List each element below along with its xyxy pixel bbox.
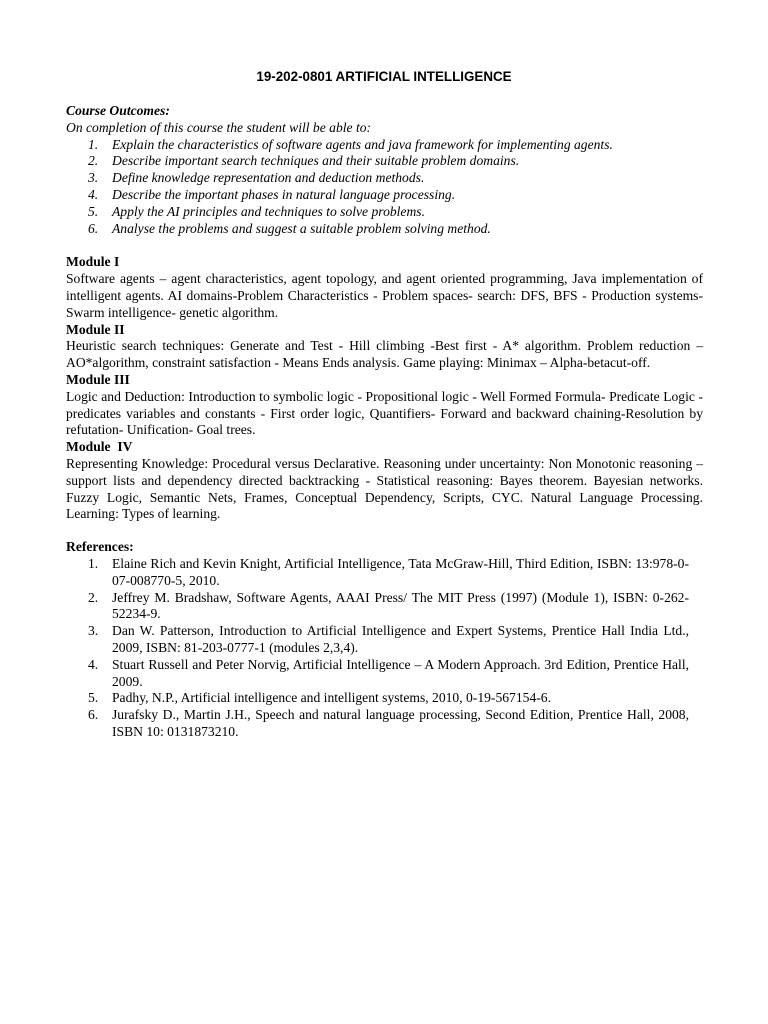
outcomes-heading: Course Outcomes: — [66, 103, 170, 118]
item-text: Analyse the problems and suggest a suitable problem solving method. — [112, 220, 491, 236]
item-text: Describe the important phases in natural language processing. — [112, 186, 456, 202]
item-text: Dan W. Patterson, Introduction to Artificial Intelligence and Expert Systems, Prentice Hall India Ltd., 2009, ISBN: 81-203-0777-1 (modules 2,3,4). — [112, 623, 689, 655]
item-text: Stuart Russell and Peter Norvig, Artificial Intelligence – A Modern Approach. 3rd Edition, Prentice Hall, 2009. — [112, 656, 689, 689]
list-item — [66, 707, 703, 741]
item-number: 1. — [88, 136, 99, 152]
item-text: Jurafsky D., Martin J.H., Speech and natural language processing, Second Edition, Prentice Hall, 2008, ISBN 10: 0131873210. — [112, 707, 689, 739]
page-title: 19-202-0801 ARTIFICIAL INTELLIGENCE — [256, 69, 512, 84]
module-2-heading: Module II — [66, 321, 125, 337]
item-text: Padhy, N.P., Artificial intelligence and intelligent systems, 2010, 0-19-567154-6. — [112, 690, 551, 706]
item-number: 3. — [88, 623, 99, 639]
list-item — [66, 153, 703, 170]
references-list — [66, 556, 703, 741]
list-item — [66, 590, 703, 624]
module-1-heading: Module I — [66, 254, 120, 270]
list-item — [66, 187, 703, 204]
module-3-heading: Module III — [66, 371, 130, 387]
item-number: 6. — [88, 707, 99, 723]
list-item — [66, 204, 703, 221]
outcomes-list — [66, 137, 703, 238]
item-text: Jeffrey M. Bradshaw, Software Agents, AAAI Press/ The MIT Press (1997) (Module 1), ISBN: 0-262-52234-9. — [112, 589, 689, 622]
module-3-text: Logic and Deduction: Introduction to symbolic logic - Propositional logic - Well Formed Formula- Predicate Logic - predicates variables and constants - First order logic, Quantifiers- Forward and backward chaining-Resolution by refutation- Unification- Goal trees. — [66, 388, 703, 438]
item-number: 5. — [88, 203, 99, 219]
module-1-text: Software agents – agent characteristics, agent topology, and agent oriented programming, Java implementation of intelligent agents. AI domains-Problem Characteristics - Problem spaces- search: DFS, BFS - Production systems- Swarm intelligence- genetic algorithm. — [66, 271, 703, 320]
module-2-text: Heuristic search techniques: Generate and Test - Hill climbing -Best first - A* algorithm. Problem reduction –AO*algorithm, constraint satisfaction - Means Ends analysis. Game playing: Minimax – Alpha-betacut-off. — [66, 338, 703, 371]
list-item — [66, 657, 703, 691]
document-body — [66, 103, 703, 741]
outcomes-intro: On completion of this course the student will be able to: — [66, 119, 372, 135]
item-text: Explain the characteristics of software agents and java framework for implementing agents. — [112, 136, 613, 152]
list-item — [66, 170, 703, 187]
item-text: Define knowledge representation and deduction methods. — [112, 170, 425, 186]
item-number: 6. — [88, 220, 99, 236]
list-item — [66, 623, 703, 657]
module-4-heading: Module IV — [66, 439, 133, 455]
item-number: 1. — [88, 555, 99, 571]
item-number: 2. — [88, 589, 99, 605]
item-text: Apply the AI principles and techniques to solve problems. — [112, 203, 425, 219]
list-item — [66, 221, 703, 238]
item-text: Elaine Rich and Kevin Knight, Artificial Intelligence, Tata McGraw-Hill, Third Edition, ISBN: 13:978-0-07-008770-5, 2010. — [112, 555, 689, 588]
references-heading: References: — [66, 539, 134, 555]
list-item — [66, 690, 703, 707]
item-number: 4. — [88, 186, 99, 202]
module-4-text: Representing Knowledge: Procedural versus Declarative. Reasoning under uncertainty: Non Monotonic reasoning –support lists and dependency directed backtracking - Statistical reasoning: Bayes theorem. Bayesian networks. Fuzzy Logic, Semantic Nets, Frames, Conceptual Dependency, Scripts, CYC. Natural Language Processing. Learning: Types of learning. — [66, 455, 703, 522]
item-number: 4. — [88, 656, 99, 672]
item-text: Describe important search techniques and their suitable problem domains. — [112, 153, 520, 169]
item-number: 5. — [88, 690, 99, 706]
list-item — [66, 556, 703, 590]
item-number: 2. — [88, 153, 99, 169]
list-item — [66, 137, 703, 154]
item-number: 3. — [88, 170, 99, 186]
